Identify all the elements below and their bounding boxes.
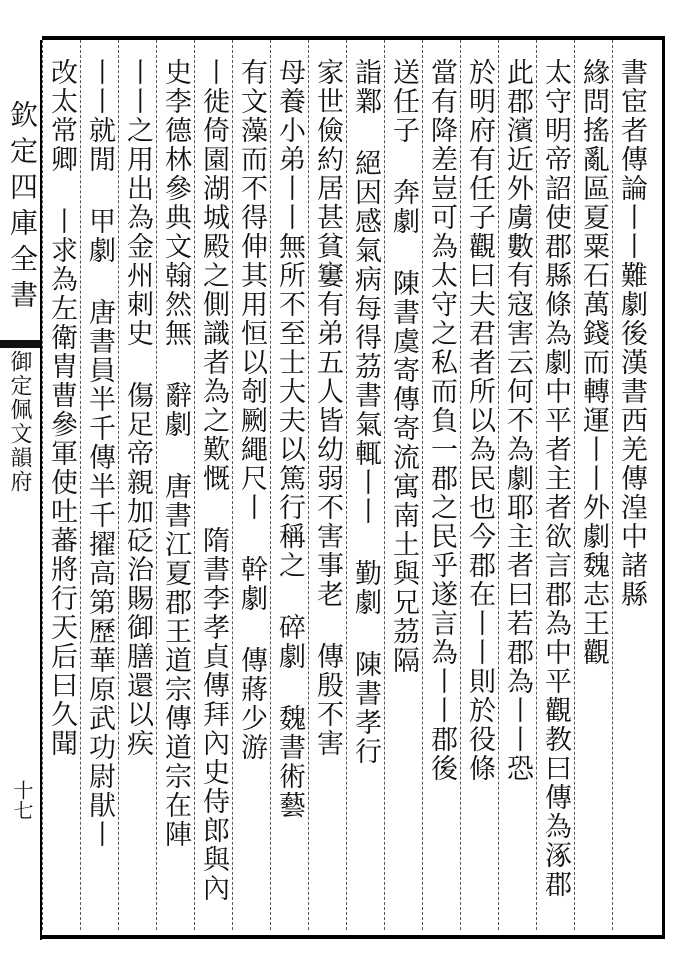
collection-title: 欽定四庫全書 [6, 100, 39, 316]
column-rule [574, 40, 575, 930]
column-rule [308, 40, 309, 930]
text-column: 於明府有任子觀曰夫君者所以為民也今郡在丨丨則於役條 [464, 58, 495, 783]
margin-divider [0, 340, 40, 348]
column-rule [80, 40, 81, 930]
column-rule [612, 40, 613, 930]
text-column: 此郡濱近外虜數有寇害云何不為劇耶主者曰若郡為丨丨恐 [502, 58, 533, 783]
column-rule [232, 40, 233, 930]
column-rule [194, 40, 195, 930]
text-column: 當有降差豈可為太守之私而負一郡之民乎遂言為丨丨郡後 [426, 58, 457, 783]
column-rule [422, 40, 423, 930]
column-rule [384, 40, 385, 930]
column-rule [460, 40, 461, 930]
book-title: 御定佩文韻府 [7, 350, 32, 494]
page-number: 十七 [10, 780, 34, 820]
column-rule [498, 40, 499, 930]
text-column: 丨丨之用出為金州刺史 傷足帝親加砭治賜御膳還以疾 [122, 58, 153, 758]
text-column: 詣鄴 絕因感氣病每得茘書氣輒丨丨 勤劇 陳書孝行 [350, 58, 381, 766]
text-column: 家世儉約居甚貧窶有弟五人皆幼弱不害事老 傳殷不害 [312, 58, 343, 758]
column-rule [156, 40, 157, 930]
column-rule [270, 40, 271, 930]
text-column: 送任子 奔劇 陳書虞寄傳寄流寓南土與兄茘隔 [388, 58, 419, 675]
column-rule [346, 40, 347, 930]
text-column: 丨丨就閒 甲劇 唐書員半千傳半千擢高第歷華原武功尉猒丨 [84, 58, 115, 849]
side-margin [0, 40, 42, 940]
text-column: 書宦者傳論丨丨難劇後漢書西羌傳湟中諸縣 [616, 58, 647, 609]
column-rule [118, 40, 119, 930]
text-column: 母養小弟丨丨無所不至士大夫以篤行稱之 碎劇 魏書術藝 [274, 58, 305, 820]
text-column: 有文藻而不得伸其用恒以剞劂繩尺丨 幹劇 傳蔣少游 [236, 58, 267, 762]
text-column: 改太常卿 丨求為左衛胄曹參軍使吐蕃將行天后曰久聞 [46, 58, 77, 758]
column-rule [42, 40, 43, 930]
text-column: 緣問搖亂區夏粟石萬錢而轉運丨丨外劇魏志王觀 [578, 58, 609, 667]
text-column: 丨徙倚園湖城殿之側識者為之歎慨 隋書李孝貞傳拜內史侍郎與內 [198, 58, 229, 903]
text-column: 太守明帝詔使郡縣條為劇中平者主者欲言郡為中平觀教曰傳為涿郡 [540, 58, 571, 899]
column-rule [536, 40, 537, 930]
text-column: 史李德林參典文翰然無 辭劇 唐書江夏郡王道宗傳道宗在陣 [160, 58, 191, 849]
